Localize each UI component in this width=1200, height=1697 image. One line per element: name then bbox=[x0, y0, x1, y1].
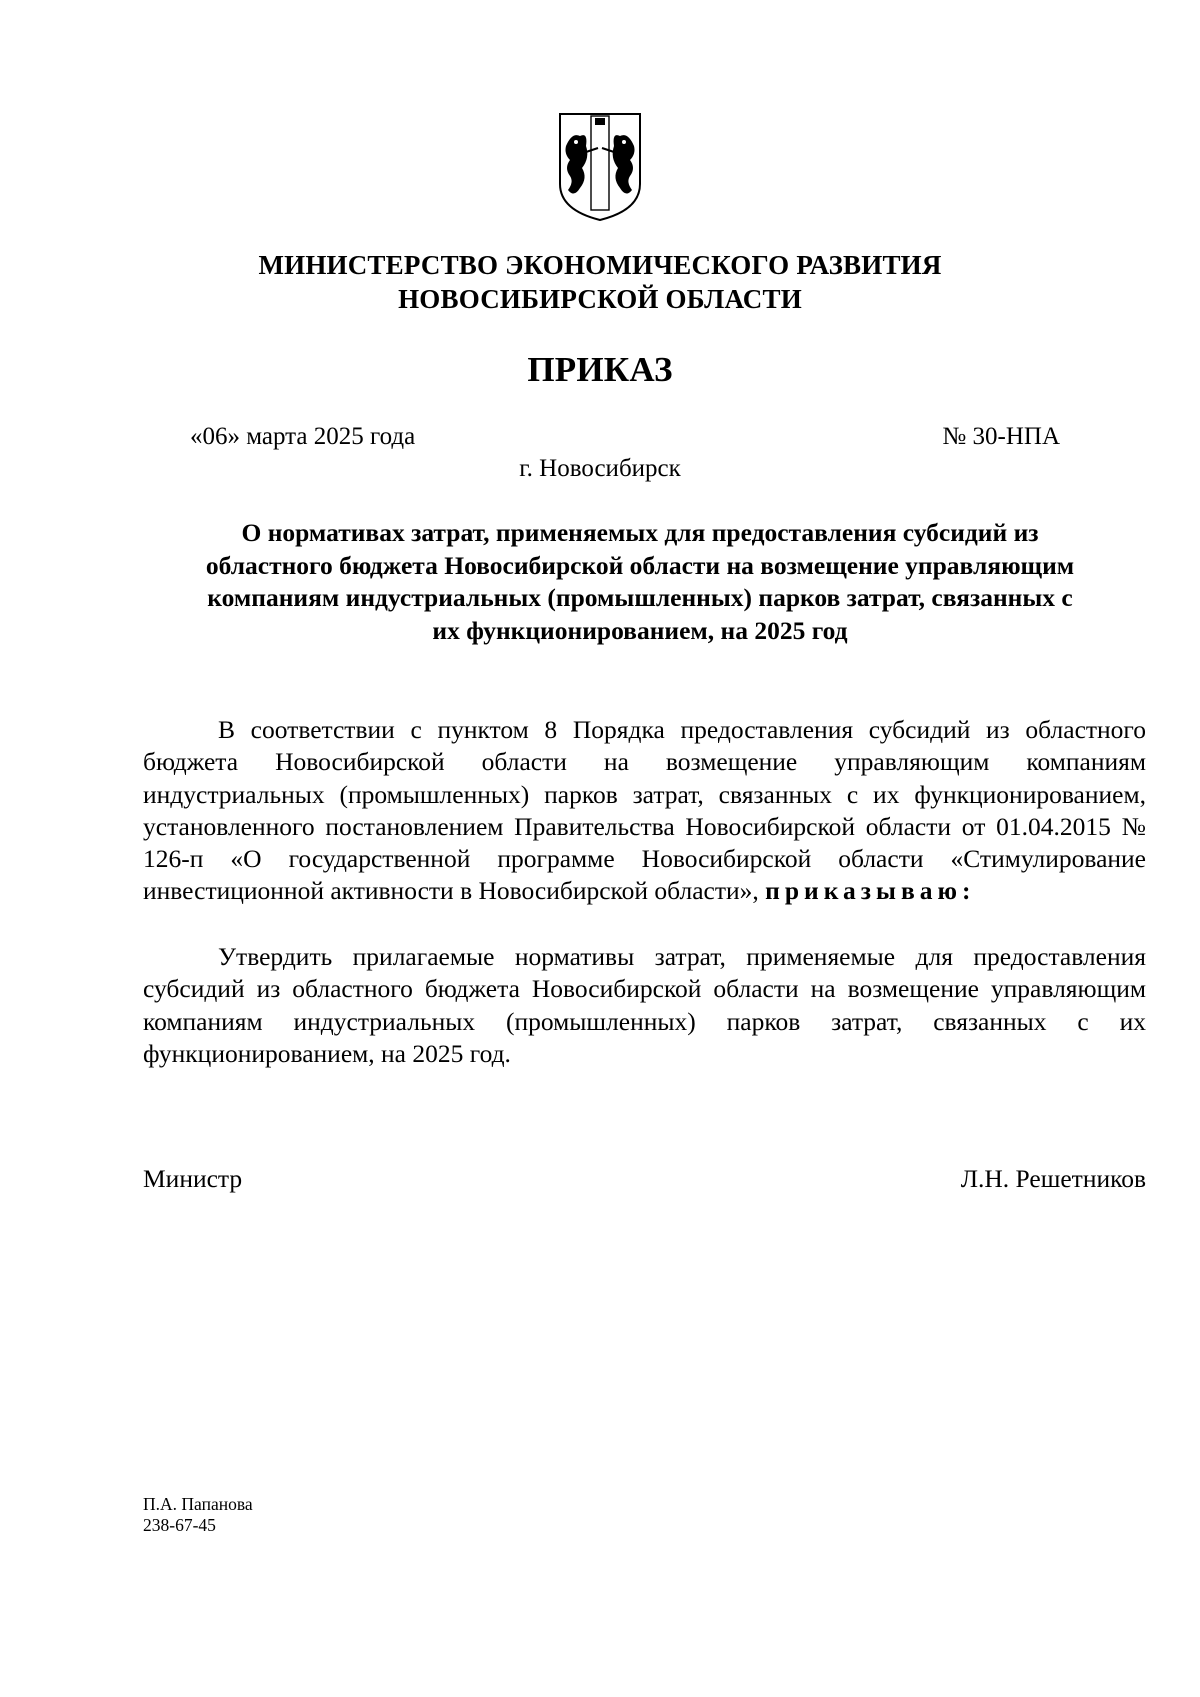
subject-line-2: областного бюджета Новосибирской области на возмещение управляющим bbox=[205, 550, 1075, 580]
preamble-text: В соответствии с пунктом 8 Порядка предоставления субсидий из областного бюджета Новосибирской области на возмещение управляющим компаниям индустриальных (промышленных) парков затрат, связанных с их функционированием, установленного постановлением Правительства Новосибирской области от 01.04.2015 № 126-п «О государственной программе Новосибирской области «Стимулирование инвестиционной активности в Новосибирской области», bbox=[143, 715, 1146, 906]
subject-line-3: компаниям индустриальных (промышленных) парков затрат, связанных с bbox=[207, 583, 1073, 612]
order-keyword: приказываю: bbox=[765, 876, 976, 906]
operative-paragraph: Утвердить прилагаемые нормативы затрат, применяемые для предоставления субсидий из областного бюджета Новосибирской области на возмещение управляющим компаниям индустриальных (промышленных) парков затрат, связанных с их функционированием, на 2025 год. bbox=[143, 942, 1146, 1068]
subject-line-1: О нормативах затрат, применяемых для предоставления субсидий из bbox=[241, 518, 1039, 547]
order-date: «06» марта 2025 года bbox=[190, 423, 416, 450]
ministry-line-1: МИНИСТЕРСТВО ЭКОНОМИЧЕСКОГО РАЗВИТИЯ bbox=[258, 250, 942, 280]
ministry-line-2: НОВОСИБИРСКОЙ ОБЛАСТИ bbox=[398, 284, 802, 314]
preamble-paragraph bbox=[143, 714, 1146, 908]
order-subject bbox=[150, 517, 1130, 647]
order-number: № 30-НПА bbox=[942, 423, 1060, 450]
executor-info bbox=[143, 1494, 253, 1536]
novosibirsk-coat-of-arms-icon bbox=[558, 112, 642, 222]
executor-name: П.А. Папанова bbox=[143, 1494, 253, 1514]
signer-name: Л.Н. Решетников bbox=[960, 1164, 1146, 1193]
subject-line-4: их функционированием, на 2025 год bbox=[432, 615, 848, 645]
executor-phone: 238-67-45 bbox=[143, 1515, 216, 1535]
ministry-name bbox=[0, 248, 1200, 316]
order-city: г. Новосибирск bbox=[519, 455, 681, 482]
signer-role: Министр bbox=[143, 1164, 243, 1193]
document-type-title: ПРИКАЗ bbox=[527, 350, 673, 389]
